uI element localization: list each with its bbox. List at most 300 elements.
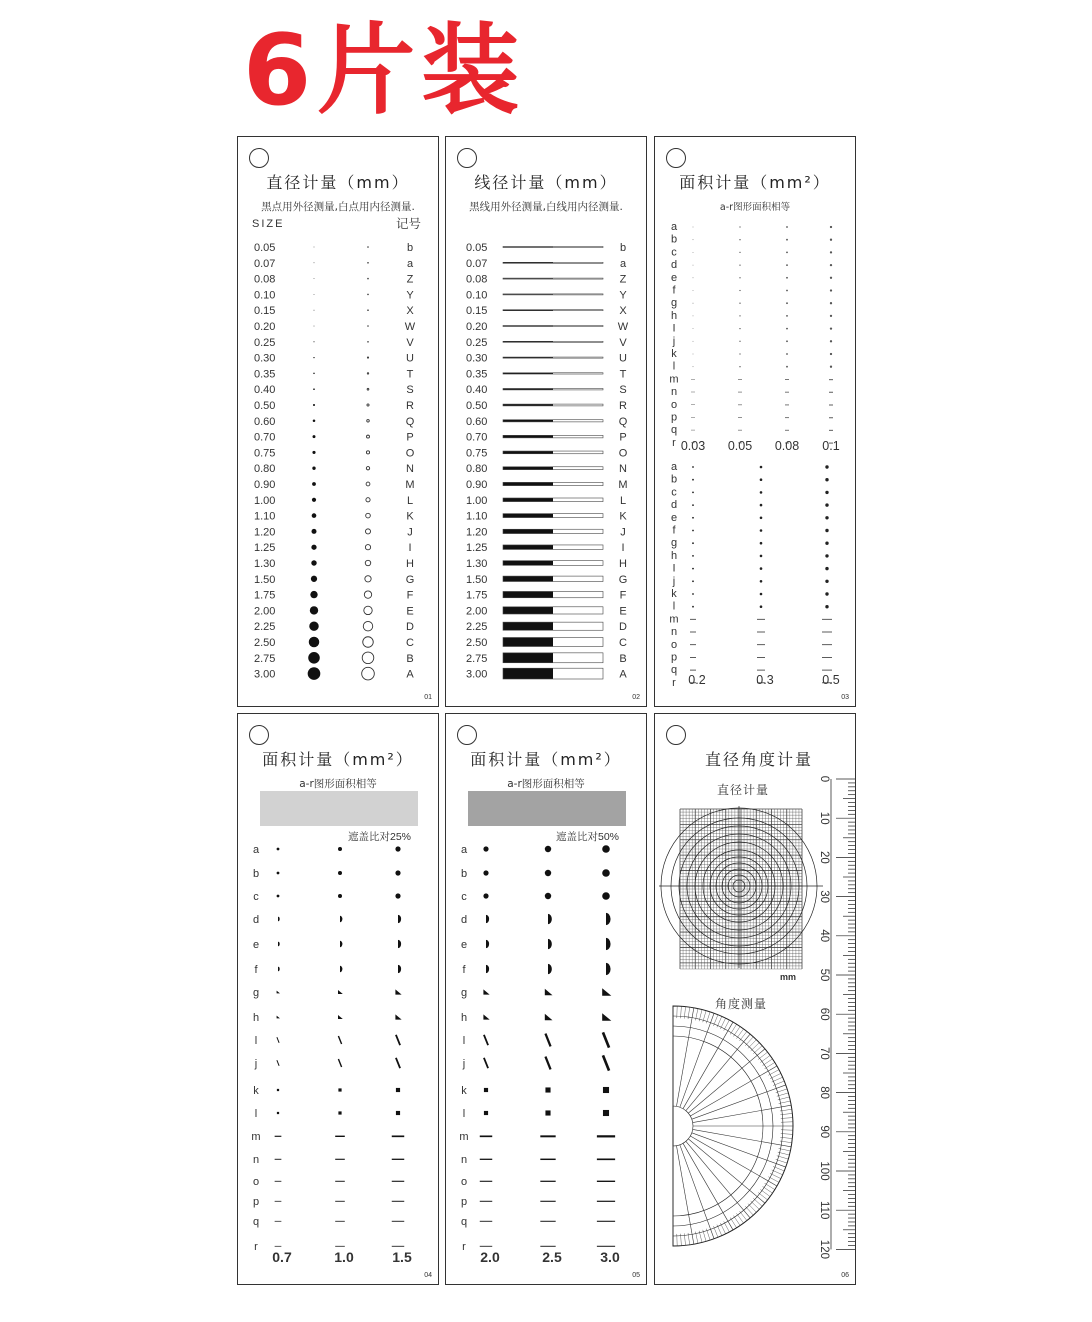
shape-bar bbox=[597, 1181, 615, 1182]
code-letter: K bbox=[619, 510, 627, 523]
row-letter: c bbox=[671, 486, 677, 499]
shape-triangle bbox=[277, 991, 280, 994]
size-value: 0.90 bbox=[254, 479, 276, 491]
area-spot bbox=[693, 252, 694, 253]
row-letter: p bbox=[252, 1196, 260, 1208]
black-dot bbox=[311, 560, 316, 565]
protractor-tick bbox=[773, 1081, 784, 1085]
shape-bar bbox=[335, 1201, 345, 1202]
code-letter: D bbox=[406, 621, 414, 634]
size-value: 1.10 bbox=[466, 510, 488, 523]
shape-bar bbox=[392, 1135, 404, 1137]
area-spot bbox=[830, 226, 832, 228]
row-letter: g bbox=[670, 537, 678, 550]
protractor-tick bbox=[693, 1129, 791, 1146]
shape-triangle bbox=[395, 989, 401, 994]
row-letter: b bbox=[252, 868, 260, 880]
area-dash bbox=[738, 417, 742, 418]
shape-slash bbox=[338, 1059, 341, 1067]
code-letter: L bbox=[406, 494, 414, 507]
size-value: 0.08 bbox=[254, 273, 276, 286]
black-line bbox=[503, 451, 553, 454]
shape-bar bbox=[392, 1181, 404, 1182]
shape-triangle bbox=[338, 990, 343, 994]
shape-circle bbox=[483, 893, 488, 898]
row-letter: k bbox=[671, 348, 677, 360]
code-letter: V bbox=[619, 336, 627, 349]
protractor-tick bbox=[688, 1139, 765, 1203]
area-spot bbox=[739, 239, 740, 240]
area-dash bbox=[691, 417, 695, 418]
black-line bbox=[503, 529, 553, 533]
area-spot bbox=[692, 568, 694, 570]
row-letter: p bbox=[670, 411, 678, 424]
area-spot bbox=[693, 227, 694, 228]
ruler-label: 90 bbox=[818, 1125, 830, 1139]
size-value: 1.30 bbox=[254, 558, 276, 570]
column-value: 0.05 bbox=[727, 439, 753, 453]
size-value: 0.40 bbox=[466, 384, 488, 397]
shape-bar bbox=[275, 1221, 282, 1222]
size-value: 0.40 bbox=[254, 384, 276, 397]
size-label: SIZE bbox=[252, 218, 285, 230]
shape-circle bbox=[483, 846, 488, 851]
row-letter: o bbox=[460, 1176, 468, 1188]
area-dash bbox=[785, 417, 789, 418]
size-value: 0.07 bbox=[254, 257, 276, 270]
card-title: 直径计量（mm） bbox=[266, 173, 410, 192]
protractor-tick bbox=[680, 1013, 714, 1107]
area-dash bbox=[738, 392, 742, 393]
area-spot bbox=[830, 302, 832, 304]
row-letter: h bbox=[252, 1012, 260, 1024]
code-letter: O bbox=[618, 447, 628, 460]
code-letter: M bbox=[618, 479, 628, 491]
card-number: 01 bbox=[424, 694, 432, 701]
area-dash bbox=[829, 417, 833, 418]
shape-bar bbox=[480, 1221, 492, 1222]
size-value: 0.25 bbox=[254, 336, 276, 349]
row-letter: n bbox=[670, 386, 678, 399]
area-spot bbox=[830, 264, 832, 266]
size-value: 0.70 bbox=[466, 431, 488, 444]
row-letter: l bbox=[672, 600, 676, 613]
size-value: 0.20 bbox=[254, 321, 276, 333]
row-letter: e bbox=[460, 939, 468, 951]
size-value: 1.25 bbox=[254, 542, 276, 555]
area-spot bbox=[739, 290, 740, 291]
area-spot bbox=[693, 366, 694, 367]
white-dot bbox=[366, 513, 371, 518]
dot-gauge bbox=[238, 137, 439, 707]
shape-circle bbox=[545, 870, 551, 876]
size-value: 1.00 bbox=[254, 494, 276, 507]
size-value: 0.35 bbox=[254, 368, 276, 381]
black-line bbox=[503, 435, 553, 438]
shape-slash bbox=[545, 1057, 550, 1070]
size-value: 0.08 bbox=[466, 273, 488, 286]
black-dot bbox=[312, 451, 315, 454]
row-letter: k bbox=[461, 1085, 467, 1097]
diameter-angle-card bbox=[654, 713, 856, 1285]
area-spot bbox=[692, 555, 694, 557]
protractor-tick bbox=[693, 1105, 791, 1122]
shape-square bbox=[338, 1111, 341, 1114]
size-value: 0.25 bbox=[466, 336, 488, 349]
area-spot bbox=[825, 554, 828, 557]
shape-bar bbox=[275, 1246, 282, 1247]
area-spot bbox=[786, 302, 788, 304]
shape-half-ellipse bbox=[486, 940, 489, 948]
column-value: 0.3 bbox=[756, 673, 774, 687]
area-dash bbox=[690, 644, 696, 645]
row-letter: q bbox=[670, 664, 678, 677]
shape-square bbox=[484, 1111, 488, 1115]
shape-half-ellipse bbox=[548, 939, 552, 949]
protractor-tick bbox=[713, 1226, 717, 1237]
headline: 6片装 bbox=[243, 14, 526, 128]
area-dash bbox=[785, 430, 789, 431]
code-letter: G bbox=[618, 573, 628, 586]
row-letter: k bbox=[671, 588, 677, 600]
row-letter: r bbox=[672, 676, 676, 689]
area-spot bbox=[692, 593, 694, 595]
area-dash bbox=[691, 379, 695, 380]
white-dot bbox=[362, 667, 375, 680]
area-spot bbox=[693, 341, 694, 342]
black-dot bbox=[310, 606, 318, 614]
shape-half-ellipse bbox=[486, 965, 489, 973]
shape-bar bbox=[597, 1201, 615, 1202]
area-dash bbox=[691, 392, 695, 393]
code-letter: K bbox=[406, 510, 414, 523]
size-value: 2.25 bbox=[466, 621, 488, 634]
column-value: 0.7 bbox=[272, 1249, 292, 1265]
black-dot bbox=[314, 247, 315, 248]
black-dot bbox=[309, 621, 318, 630]
area-spot bbox=[825, 503, 828, 506]
code-letter: F bbox=[406, 589, 414, 602]
row-letter: h bbox=[670, 549, 678, 562]
card-title: 面积计量（mm²） bbox=[679, 173, 831, 192]
size-value: 0.15 bbox=[466, 305, 488, 318]
row-letter: d bbox=[670, 259, 678, 272]
shape-half-ellipse bbox=[548, 964, 552, 974]
area-spot bbox=[693, 303, 694, 304]
row-letter: q bbox=[670, 424, 678, 437]
column-value: 3.0 bbox=[600, 1249, 620, 1265]
column-value: 0.5 bbox=[822, 673, 840, 687]
shape-bar bbox=[540, 1246, 555, 1247]
size-value: 2.50 bbox=[466, 637, 488, 649]
shape-bar bbox=[335, 1136, 345, 1137]
row-letter: l bbox=[672, 360, 676, 373]
code-letter: X bbox=[619, 305, 627, 318]
size-value: 2.00 bbox=[254, 605, 276, 618]
shape-slash bbox=[277, 1037, 279, 1043]
area-dash bbox=[822, 644, 832, 645]
shape-half-ellipse bbox=[340, 966, 342, 972]
size-value: 1.20 bbox=[254, 526, 276, 539]
shape-square bbox=[545, 1110, 550, 1115]
size-value: 0.10 bbox=[254, 289, 276, 302]
row-letter: b bbox=[670, 233, 678, 246]
black-line bbox=[503, 420, 553, 422]
white-dot bbox=[367, 404, 369, 406]
white-dot bbox=[367, 341, 368, 342]
code-letter: b bbox=[619, 242, 627, 254]
area-dash bbox=[829, 404, 833, 405]
shape-circle bbox=[395, 893, 400, 898]
row-letter: d bbox=[252, 914, 260, 926]
row-letter: o bbox=[670, 638, 678, 651]
protractor-tick bbox=[713, 1015, 717, 1026]
card-title: 线径计量（mm） bbox=[474, 173, 618, 192]
row-letter: g bbox=[252, 987, 260, 999]
column-value: 0.03 bbox=[680, 439, 706, 453]
diameter-gauge-card bbox=[237, 136, 439, 707]
code-letter: S bbox=[406, 384, 414, 397]
shape-square bbox=[545, 1087, 550, 1092]
row-letter: p bbox=[460, 1196, 468, 1208]
row-letter: a bbox=[460, 844, 468, 856]
code-letter: U bbox=[619, 352, 627, 365]
code-letter: D bbox=[619, 621, 627, 634]
code-letter: H bbox=[619, 558, 627, 570]
row-letter: l bbox=[462, 1108, 466, 1120]
shape-square bbox=[603, 1087, 609, 1093]
protractor-tick bbox=[751, 1201, 760, 1209]
shape-bar bbox=[597, 1135, 615, 1137]
area-spot bbox=[830, 277, 832, 279]
area-dash bbox=[785, 392, 789, 393]
row-letter: j bbox=[672, 575, 676, 588]
area-spot bbox=[693, 239, 694, 240]
protractor-tick bbox=[676, 1146, 693, 1244]
ruler-label: 80 bbox=[818, 1086, 830, 1099]
area-spot bbox=[830, 327, 832, 329]
row-letter: f bbox=[672, 524, 676, 537]
black-line bbox=[503, 482, 553, 485]
shape-circle bbox=[602, 892, 610, 900]
shape-circle bbox=[602, 845, 610, 853]
black-line bbox=[503, 561, 553, 566]
protractor-tick bbox=[748, 1040, 756, 1049]
row-letter: d bbox=[670, 499, 678, 512]
white-dot bbox=[368, 247, 369, 248]
ruler-label: 20 bbox=[818, 851, 830, 864]
row-letter: q bbox=[252, 1216, 260, 1228]
code-letter: U bbox=[406, 352, 414, 365]
area-spot bbox=[693, 265, 694, 266]
code-letter: J bbox=[407, 526, 413, 539]
code-letter: R bbox=[619, 400, 627, 412]
area-dash bbox=[738, 379, 742, 380]
area-dash bbox=[690, 670, 696, 671]
area-spot bbox=[692, 466, 694, 468]
black-line bbox=[503, 591, 553, 597]
shape-bar bbox=[597, 1158, 615, 1160]
code-letter: I bbox=[408, 542, 412, 555]
area-spot bbox=[693, 328, 694, 329]
column-value: 1.5 bbox=[392, 1249, 412, 1265]
area-spot bbox=[760, 555, 763, 558]
black-dot bbox=[313, 373, 314, 374]
black-dot bbox=[313, 435, 316, 438]
area-spot bbox=[760, 580, 763, 583]
shape-bar bbox=[597, 1246, 615, 1247]
area-dash bbox=[757, 657, 765, 658]
area-spot bbox=[786, 290, 788, 292]
area-dash bbox=[822, 632, 832, 633]
white-dot bbox=[364, 606, 372, 614]
area-spot bbox=[692, 542, 694, 544]
code-letter: P bbox=[619, 431, 627, 444]
protractor-tick bbox=[772, 1170, 783, 1175]
protractor-tick bbox=[676, 1008, 693, 1106]
white-dot bbox=[368, 326, 369, 327]
area-dash bbox=[829, 379, 833, 380]
area-spot bbox=[739, 252, 740, 253]
size-value: 0.15 bbox=[254, 305, 276, 318]
size-value: 1.10 bbox=[254, 510, 276, 523]
size-value: 0.90 bbox=[466, 479, 488, 491]
area-spot bbox=[692, 606, 694, 608]
size-value: 0.75 bbox=[254, 447, 276, 460]
size-value: 0.35 bbox=[466, 368, 488, 381]
area-coverage-card-25 bbox=[237, 713, 439, 1285]
area-spot bbox=[760, 567, 763, 570]
shape-circle bbox=[602, 869, 610, 877]
shape-circle bbox=[338, 847, 342, 851]
shape-circle bbox=[277, 895, 280, 898]
row-letter: c bbox=[461, 891, 467, 903]
black-dot bbox=[312, 482, 316, 486]
area-spot bbox=[692, 492, 694, 494]
row-letter: p bbox=[670, 651, 678, 664]
code-letter: E bbox=[619, 605, 627, 618]
shape-circle bbox=[545, 846, 551, 852]
ruler-label: 100 bbox=[818, 1161, 830, 1181]
ruler-label: 30 bbox=[818, 890, 830, 903]
area-dash bbox=[757, 619, 765, 620]
card-number: 05 bbox=[632, 1272, 640, 1279]
area-spot bbox=[825, 465, 828, 468]
shape-slash bbox=[277, 1060, 279, 1066]
area-spot bbox=[830, 353, 832, 355]
ruler-label: 120 bbox=[818, 1239, 830, 1259]
shape-triangle bbox=[395, 1014, 401, 1019]
area-spot bbox=[760, 529, 763, 532]
black-line bbox=[503, 638, 553, 647]
ruler-label: 50 bbox=[818, 968, 830, 982]
white-dot bbox=[368, 262, 369, 263]
black-dot bbox=[312, 513, 317, 518]
white-dot bbox=[367, 388, 369, 390]
shape-half-ellipse bbox=[606, 963, 611, 975]
area-spot bbox=[739, 226, 740, 227]
size-value: 0.05 bbox=[254, 242, 276, 254]
shape-half-ellipse bbox=[278, 942, 280, 946]
shape-slash bbox=[396, 1058, 400, 1068]
code-letter: Q bbox=[405, 415, 415, 428]
protractor-tick bbox=[720, 1018, 725, 1029]
row-letter: r bbox=[254, 1241, 258, 1253]
area-spot bbox=[739, 328, 740, 329]
column-value: 0.08 bbox=[774, 439, 800, 453]
code-letter: P bbox=[406, 431, 414, 444]
area-spot bbox=[830, 340, 832, 342]
shape-bar bbox=[480, 1159, 492, 1160]
area-spot bbox=[739, 303, 740, 304]
code-letter: Q bbox=[618, 415, 628, 428]
area-dash bbox=[738, 430, 742, 431]
area-coverage-card-50 bbox=[445, 713, 647, 1285]
area-dash bbox=[785, 379, 789, 380]
protractor-tick bbox=[686, 1141, 750, 1218]
row-letter: h bbox=[460, 1012, 468, 1024]
shape-triangle bbox=[602, 988, 611, 996]
black-line bbox=[503, 576, 553, 581]
column-value: 2.5 bbox=[542, 1249, 562, 1265]
size-value: 0.10 bbox=[466, 289, 488, 302]
row-letter: o bbox=[670, 398, 678, 411]
row-letter: g bbox=[460, 987, 468, 999]
black-line bbox=[503, 467, 553, 470]
code-letter: a bbox=[406, 257, 414, 270]
code-letter: E bbox=[406, 605, 414, 618]
area-spot-gauge bbox=[655, 137, 856, 707]
row-letter: b bbox=[670, 473, 678, 486]
code-letter: Z bbox=[406, 273, 414, 286]
protractor-tick bbox=[717, 1225, 722, 1236]
area-spot bbox=[786, 315, 788, 317]
area-spot bbox=[786, 353, 788, 355]
row-letter: m bbox=[251, 1131, 261, 1143]
area-spot bbox=[760, 478, 763, 481]
row-letter: k bbox=[253, 1085, 259, 1097]
area-spot bbox=[825, 516, 828, 519]
code-letter: L bbox=[619, 494, 627, 507]
code-letter: C bbox=[406, 637, 414, 649]
code-letter: T bbox=[619, 368, 627, 381]
shape-square bbox=[338, 1088, 341, 1091]
code-letter: S bbox=[619, 384, 627, 397]
area-spot bbox=[786, 277, 788, 279]
area-dash bbox=[829, 392, 833, 393]
shape-circle bbox=[483, 870, 488, 875]
size-value: 0.75 bbox=[466, 447, 488, 460]
area-spot bbox=[693, 277, 694, 278]
size-value: 0.20 bbox=[466, 321, 488, 333]
area-spot bbox=[692, 504, 694, 506]
row-letter: r bbox=[462, 1241, 466, 1253]
mm-label: mm bbox=[780, 972, 797, 982]
row-letter: o bbox=[252, 1176, 260, 1188]
card-subtitle: a-r图形面积相等 bbox=[507, 778, 585, 790]
ruler-label: 110 bbox=[818, 1201, 830, 1220]
area-dash bbox=[691, 404, 695, 405]
black-dot bbox=[314, 278, 315, 279]
area-spot bbox=[692, 479, 694, 481]
black-line bbox=[503, 607, 553, 614]
area-dash bbox=[785, 404, 789, 405]
area-spot bbox=[760, 542, 763, 545]
shape-slash bbox=[484, 1035, 488, 1045]
ruler-label: 60 bbox=[818, 1007, 830, 1021]
card-subtitle: a-r图形面积相等 bbox=[299, 778, 377, 790]
row-letter: a bbox=[670, 221, 678, 233]
